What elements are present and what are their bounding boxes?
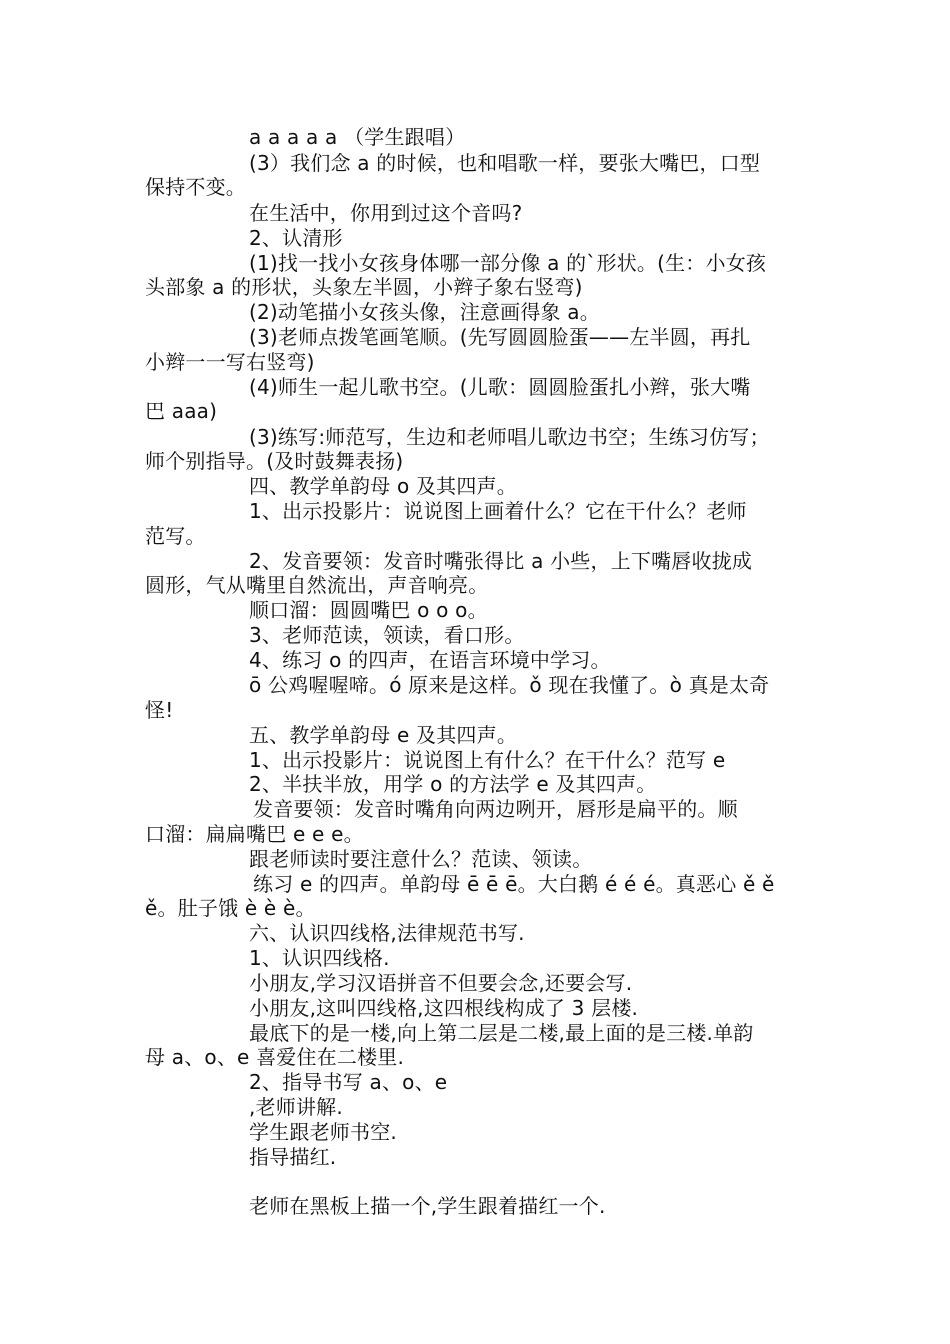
text-line: a a a a a （学生跟唱） [249, 125, 466, 149]
text-line: 1、认识四线格. [249, 946, 390, 970]
text-line: 2、半扶半放，用学 o 的方法学 e 及其四声。 [249, 772, 657, 796]
text-line: 1、出示投影片：说说图上画着什么？它在干什么？老师 [249, 499, 747, 523]
text-line: 师个别指导。(及时鼓舞表扬) [145, 449, 404, 473]
text-line: 最底下的是一楼,向上第二层是二楼,最上面的是三楼.单韵 [249, 1021, 754, 1045]
text-line: 2、发音要领：发音时嘴张得比 a 小些，上下嘴唇收拢成 [249, 549, 753, 573]
text-line: 跟老师读时要注意什么？范读、领读。 [249, 847, 593, 871]
text-line: 2、认清形 [249, 226, 343, 250]
text-line: 口溜：扁扁嘴巴 e e e。 [145, 822, 364, 846]
text-line: 顺口溜：圆圆嘴巴 o o o。 [249, 598, 488, 622]
text-line: 练习 e 的四声。单韵母 ē ē ē。大白鹅 é é é。真恶心 ě ě [253, 872, 775, 896]
text-line: 保持不变。 [145, 175, 246, 199]
text-line: 2、指导书写 a、o、e [249, 1070, 448, 1094]
text-line: 巴 aaa) [145, 399, 218, 423]
text-line: 发音要领：发音时嘴角向两边咧开，唇形是扁平的。顺 [253, 797, 738, 821]
text-line: 四、教学单韵母 o 及其四声。 [249, 474, 517, 498]
text-line: (1)找一找小女孩身体哪一部分像 a 的`形状。(生：小女孩 [249, 251, 767, 275]
text-line: 范写。 [145, 524, 206, 548]
text-line: 怪! [145, 698, 174, 722]
text-line: 老师在黑板上描一个,学生跟着描红一个. [249, 1194, 606, 1218]
text-line: 指导描红. [249, 1145, 337, 1169]
text-line: (3)练写:师范写，生边和老师唱儿歌边书空；生练习仿写； [249, 425, 770, 449]
text-line: ō 公鸡喔喔啼。ó 原来是这样。ǒ 现在我懂了。ò 真是太奇 [249, 673, 770, 697]
text-line: 学生跟老师书空. [249, 1120, 397, 1144]
text-line: ,老师讲解. [249, 1095, 343, 1119]
text-line: 六、认识四线格,法律规范书写. [249, 921, 525, 945]
text-line: 头部象 a 的形状，头象左半圆，小辫子象右竖弯) [145, 275, 583, 299]
text-line: 3、老师范读，领读，看口形。 [249, 623, 525, 647]
text-line: 1、出示投影片：说说图上有什么？在干什么？范写 e [249, 748, 726, 772]
text-line: 圆形，气从嘴里自然流出，声音响亮。 [145, 573, 489, 597]
text-line: 4、练习 o 的四声，在语言环境中学习。 [249, 648, 611, 672]
text-line: (3)老师点拨笔画笔顺。(先写圆圆脸蛋——左半圆，再扎 [249, 325, 751, 349]
text-line: 小朋友,这叫四线格,这四根线构成了 3 层楼. [249, 996, 639, 1020]
text-line: 小朋友,学习汉语拼音不但要会念,还要会写. [249, 971, 633, 995]
text-line: ě。肚子饿 è è è。 [145, 896, 316, 920]
text-line: 五、教学单韵母 e 及其四声。 [249, 723, 518, 747]
text-line: 小辫一一写右竖弯) [145, 350, 315, 374]
text-line: 母 a、o、e 喜爱住在二楼里. [145, 1045, 405, 1069]
text-line: (3）我们念 a 的时候，也和唱歌一样，要张大嘴巴，口型 [249, 151, 761, 175]
text-line: (4)师生一起儿歌书空。(儿歌：圆圆脸蛋扎小辫，张大嘴 [249, 375, 751, 399]
text-line: (2)动笔描小女孩头像，注意画得象 a。 [249, 300, 600, 324]
text-line: 在生活中，你用到过这个音吗? [249, 201, 523, 225]
